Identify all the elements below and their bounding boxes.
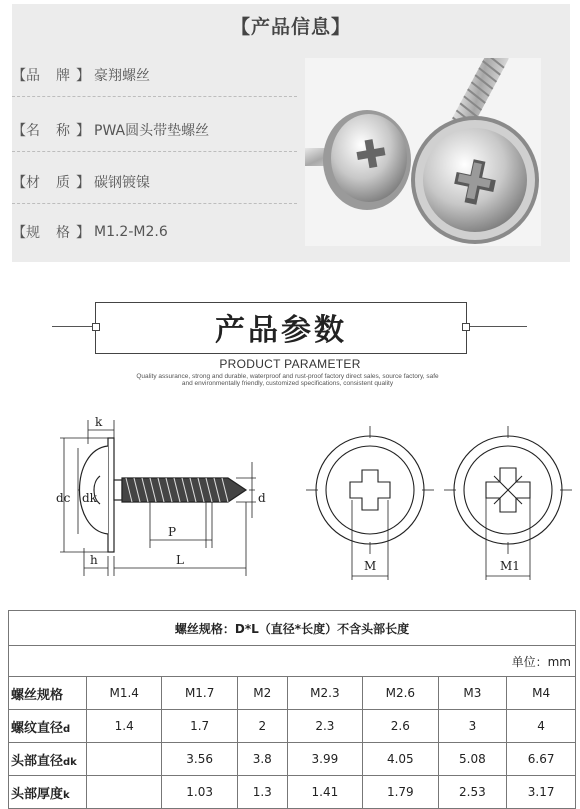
table-row (9, 743, 576, 776)
label-h: h (90, 553, 98, 567)
header-cell: M1.7 (162, 677, 237, 710)
table-cell: 1.7 (162, 710, 237, 743)
label-l: L (176, 553, 184, 567)
info-label: 材 质 】 (26, 175, 90, 191)
info-label: 规 格 】 (26, 225, 90, 241)
divider (12, 151, 297, 152)
bracket-open: 【 (12, 225, 26, 241)
pozidriv-head-view (444, 426, 572, 580)
table-header-row (9, 677, 576, 710)
header-cell: M2.6 (363, 677, 438, 710)
table-cell: 2 (237, 710, 287, 743)
param-title: 产品参数 (215, 313, 347, 348)
technical-drawing (0, 398, 580, 592)
header-cell: M1.4 (87, 677, 162, 710)
header-cell: M2 (237, 677, 287, 710)
info-label: 名 称 】 (26, 123, 90, 139)
table-unit: 单位：mm (9, 646, 576, 677)
header-line-right (467, 326, 527, 327)
label-k: k (95, 415, 103, 429)
spec-table (8, 610, 576, 809)
row-label: 头部厚度k (9, 776, 87, 809)
label-dk: dk (82, 491, 97, 505)
table-cell: 1.3 (237, 776, 287, 809)
label-dc: dc (56, 491, 71, 505)
bracket-open: 【 (12, 175, 26, 191)
table-cell: 4.05 (363, 743, 438, 776)
info-row-name (12, 115, 292, 145)
table-caption: 螺丝规格：D*L（直径*长度）不含头部长度 (9, 611, 576, 646)
product-photo (305, 58, 541, 246)
info-value-spec: M1.2-M2.6 (94, 224, 168, 240)
table-row (9, 776, 576, 809)
info-label: 品 牌 】 (26, 68, 90, 84)
header-cell: M4 (507, 677, 576, 710)
table-cell: 5.08 (438, 743, 507, 776)
bracket-open: 【 (12, 123, 26, 139)
label-d: d (258, 491, 266, 505)
label-m1: M1 (500, 559, 520, 573)
table-cell: 1.03 (162, 776, 237, 809)
info-value-brand: 豪翔螺丝 (94, 68, 150, 84)
header-cell: M3 (438, 677, 507, 710)
param-subtitle: PRODUCT PARAMETER (219, 357, 361, 371)
table-cell: 3.17 (507, 776, 576, 809)
bracket-open: 【 (12, 68, 26, 84)
table-cell: 3.56 (162, 743, 237, 776)
table-cell: 1.79 (363, 776, 438, 809)
header-line-left (52, 326, 95, 327)
row-label: 螺纹直径d (9, 710, 87, 743)
table-cell: 1.41 (287, 776, 362, 809)
table-cell: 1.4 (87, 710, 162, 743)
table-cell: 3 (438, 710, 507, 743)
table-cell (87, 743, 162, 776)
divider (12, 203, 297, 204)
row-label: 头部直径dk (9, 743, 87, 776)
label-m: M (364, 559, 377, 573)
info-row-material (12, 167, 292, 197)
table-cell: 2.53 (438, 776, 507, 809)
table-cell: 2.6 (363, 710, 438, 743)
header-cell: 螺丝规格 (9, 677, 87, 710)
table-cell: 3.8 (237, 743, 287, 776)
header-cell: M2.3 (287, 677, 362, 710)
table-row (9, 710, 576, 743)
param-description: Quality assurance, strong and durable, waterproof and rust-proof factory direct sales, source factory, safe and environmentally friendly, customized specifications, consistent quality (136, 373, 439, 387)
phillips-head-view (306, 426, 434, 580)
info-value-material: 碳钢镀镍 (94, 175, 150, 191)
table-cell: 6.67 (507, 743, 576, 776)
table-cell (87, 776, 162, 809)
table-cell: 3.99 (287, 743, 362, 776)
label-p: P (168, 525, 177, 539)
table-cell: 4 (507, 710, 576, 743)
info-row-spec (12, 217, 292, 247)
info-row-brand (12, 60, 292, 90)
table-cell: 2.3 (287, 710, 362, 743)
divider (12, 96, 297, 97)
info-title: 【产品信息】 (230, 16, 351, 38)
info-value-name: PWA圆头带垫螺丝 (94, 123, 210, 139)
